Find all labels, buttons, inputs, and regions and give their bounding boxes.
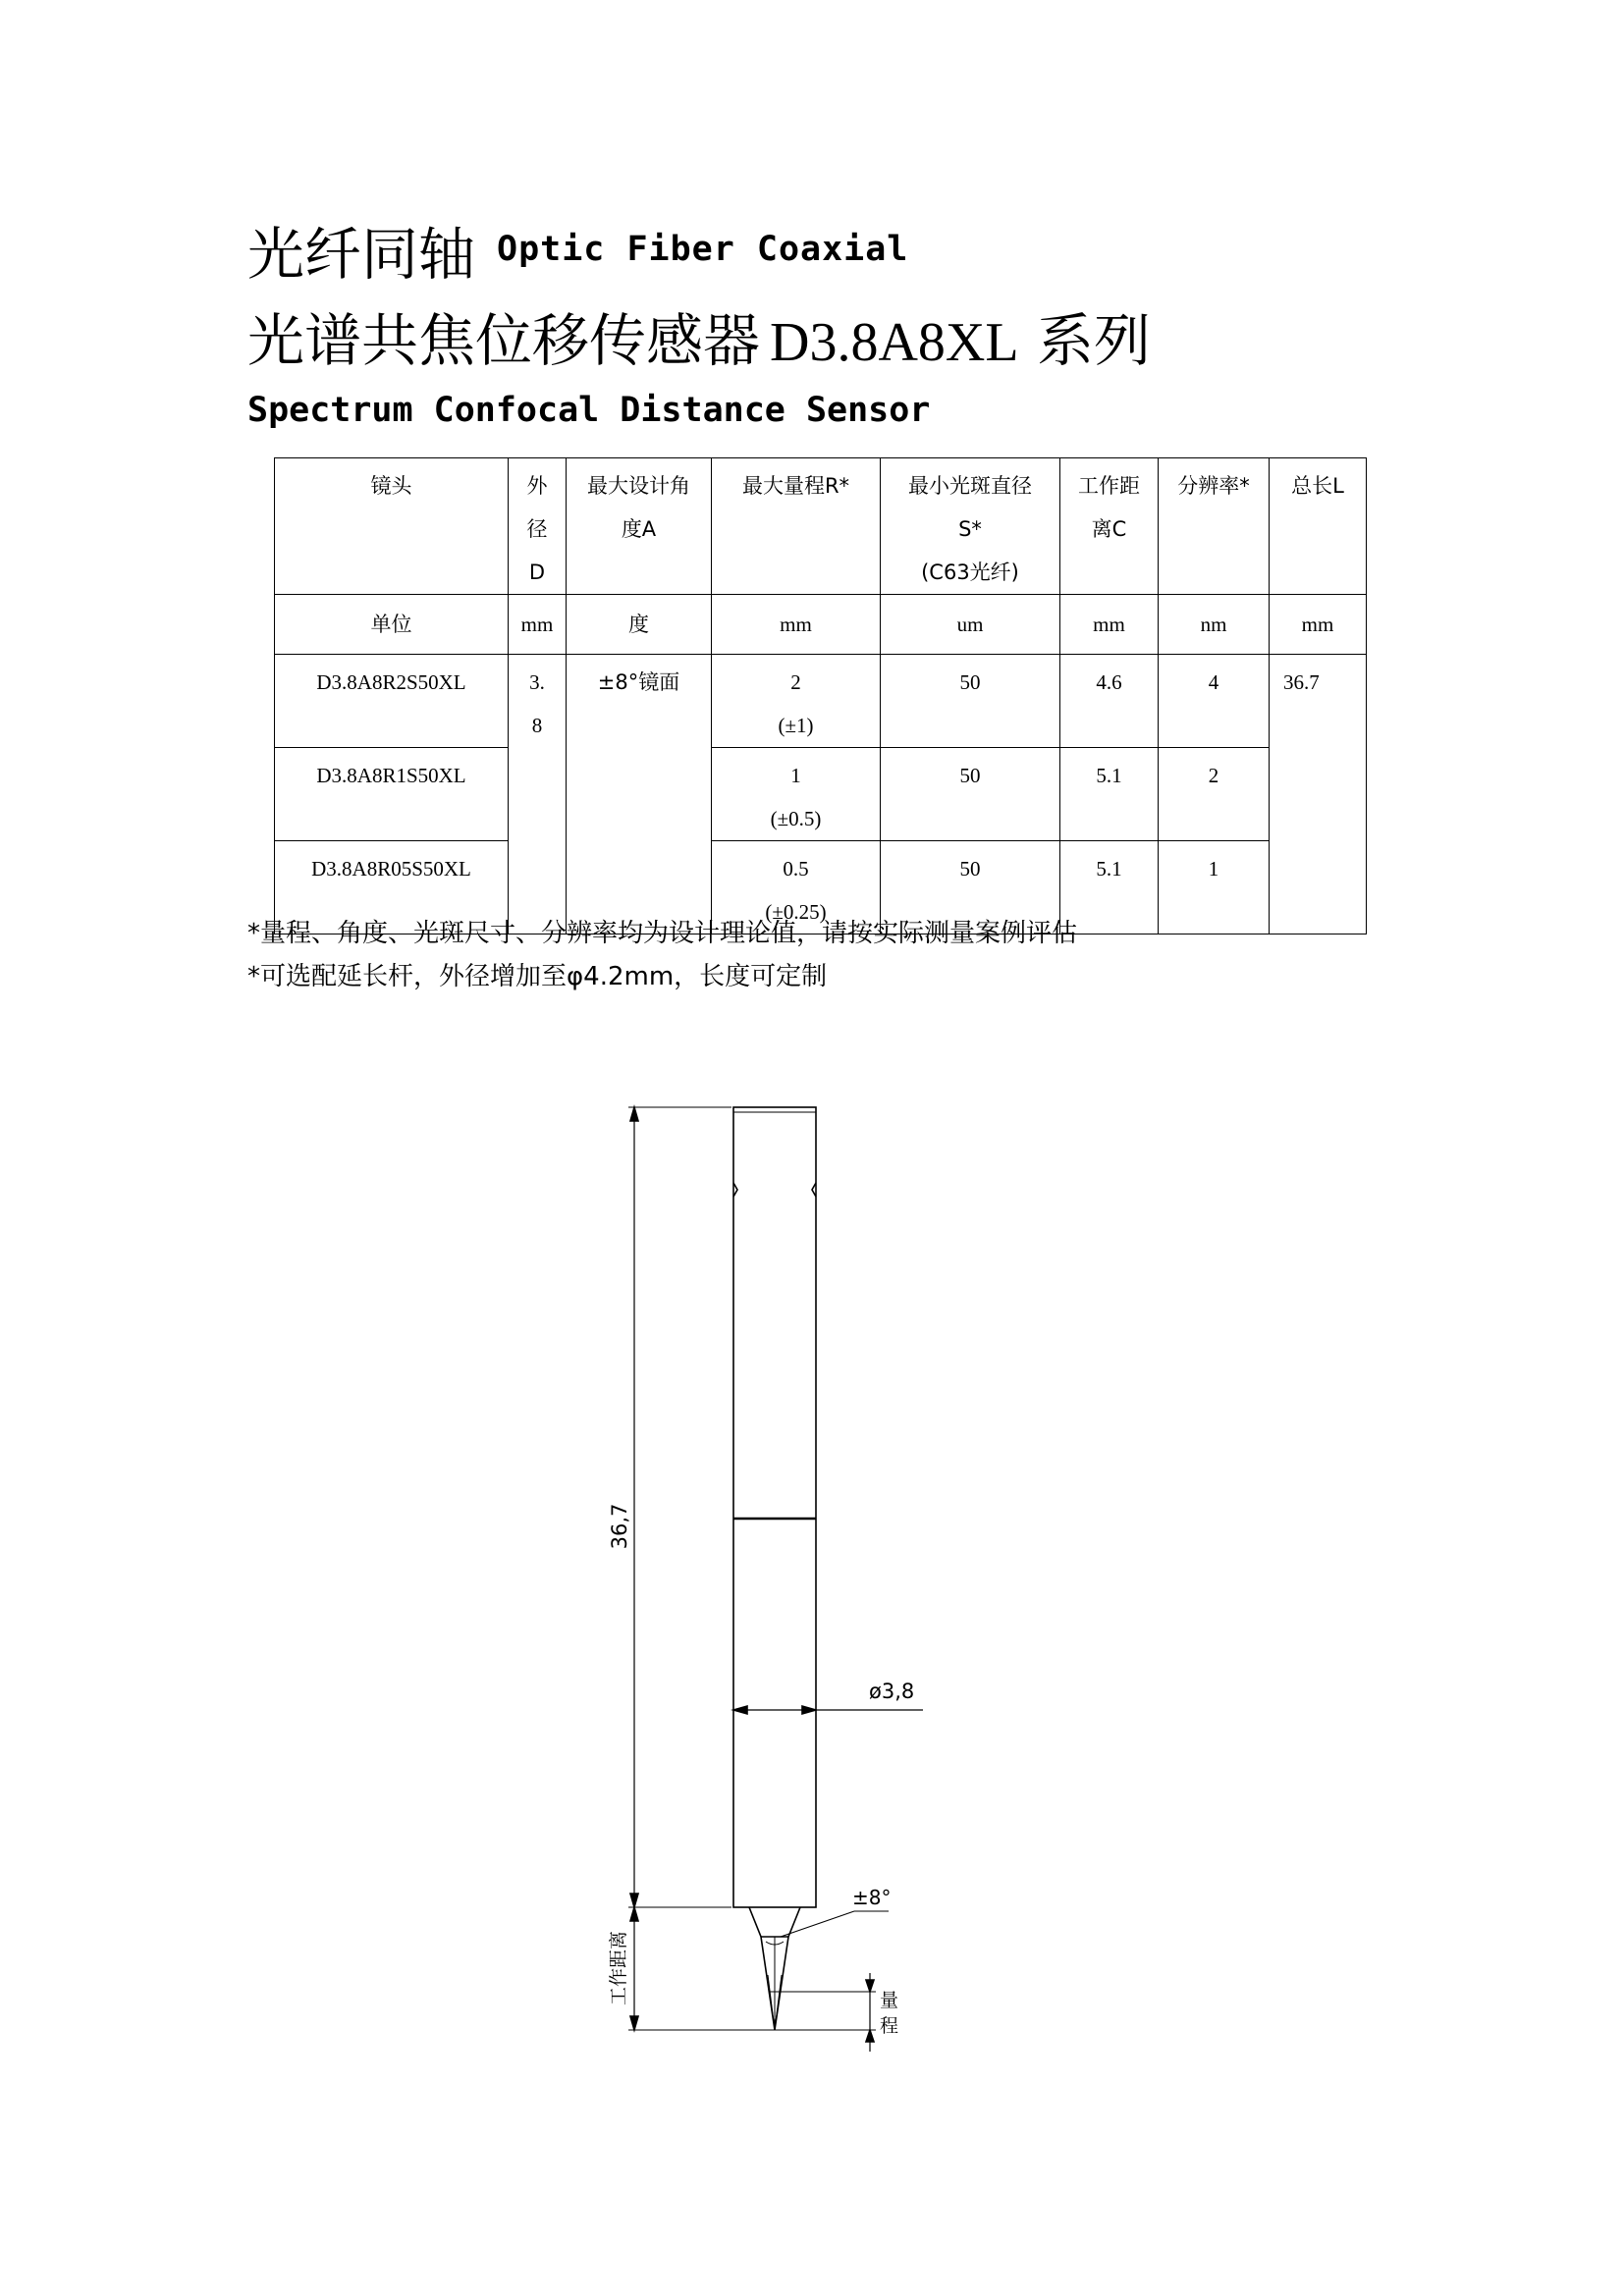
resolution-cell: 1 [1159,841,1270,934]
range-label-1: 量 [880,1990,899,2011]
title-cn: 光纤同轴 [247,221,476,288]
unit-cell: um [881,595,1060,655]
arrow-head [866,2030,874,2042]
header-range: 最大量程R* [712,458,881,595]
length-cell: 36.7 [1270,655,1367,934]
header-spot: 最小光斑直径 S* (C63光纤) [881,458,1060,595]
angle-leader [781,1911,854,1937]
note-1: *量程、角度、光斑尺寸、分辨率均为设计理论值，请按实际测量案例评估 [247,919,1078,948]
length-label: 36,7 [608,1503,631,1550]
resolution-cell: 4 [1159,655,1270,748]
work-distance-cell: 5.1 [1060,748,1159,841]
header-angle: 最大设计角 度A [567,458,712,595]
subtitle-en: Spectrum Confocal Distance Sensor [247,391,931,430]
angle-cell: ±8°镜面 [567,655,712,934]
arrow-head [733,1706,747,1714]
diameter-cell: 3. 8 [509,655,567,934]
series-label: 系列 [1036,307,1151,374]
angle-label: ±8° [852,1886,892,1909]
arrow-head [630,1907,638,1921]
arrow-head [630,1107,638,1121]
work-distance-cell: 4.6 [1060,655,1159,748]
header-work-distance: 工作距 离C [1060,458,1159,595]
spot-cell: 50 [881,841,1060,934]
header-lens: 镜头 [275,458,509,595]
title-en: Optic Fiber Coaxial [497,230,909,269]
resolution-cell: 2 [1159,748,1270,841]
product-name: 光谱共焦位移传感器 [247,307,761,374]
header-diameter: 外 径 D [509,458,567,595]
arrow-head [866,1980,874,1992]
model-number: D3.8A8XL [770,312,1019,373]
model-cell: D3.8A8R1S50XL [275,748,509,841]
unit-cell: 度 [567,595,712,655]
work-distance-label: 工作距离 [608,1930,629,2006]
range-cell: 1 (±0.5) [712,748,881,841]
sensor-body [733,1107,816,1907]
range-cell: 2 (±1) [712,655,881,748]
spot-cell: 50 [881,655,1060,748]
spot-cell: 50 [881,748,1060,841]
range-cell: 0.5 (±0.25) [712,841,881,934]
unit-cell: mm [1060,595,1159,655]
model-cell: D3.8A8R2S50XL [275,655,509,748]
arrow-head [802,1706,816,1714]
unit-cell: nm [1159,595,1270,655]
unit-cell: mm [712,595,881,655]
arrow-head [630,2016,638,2030]
unit-cell: mm [1270,595,1367,655]
model-cell: D3.8A8R05S50XL [275,841,509,934]
header-length: 总长L [1270,458,1367,595]
diameter-label: ø3,8 [869,1680,915,1703]
note-2: *可选配延长杆，外径增加至φ4.2mm，长度可定制 [247,962,828,991]
work-distance-cell: 5.1 [1060,841,1159,934]
unit-cell: mm [509,595,567,655]
header-resolution: 分辨率* [1159,458,1270,595]
unit-cell: 单位 [275,595,509,655]
range-label-2: 程 [880,2015,899,2037]
